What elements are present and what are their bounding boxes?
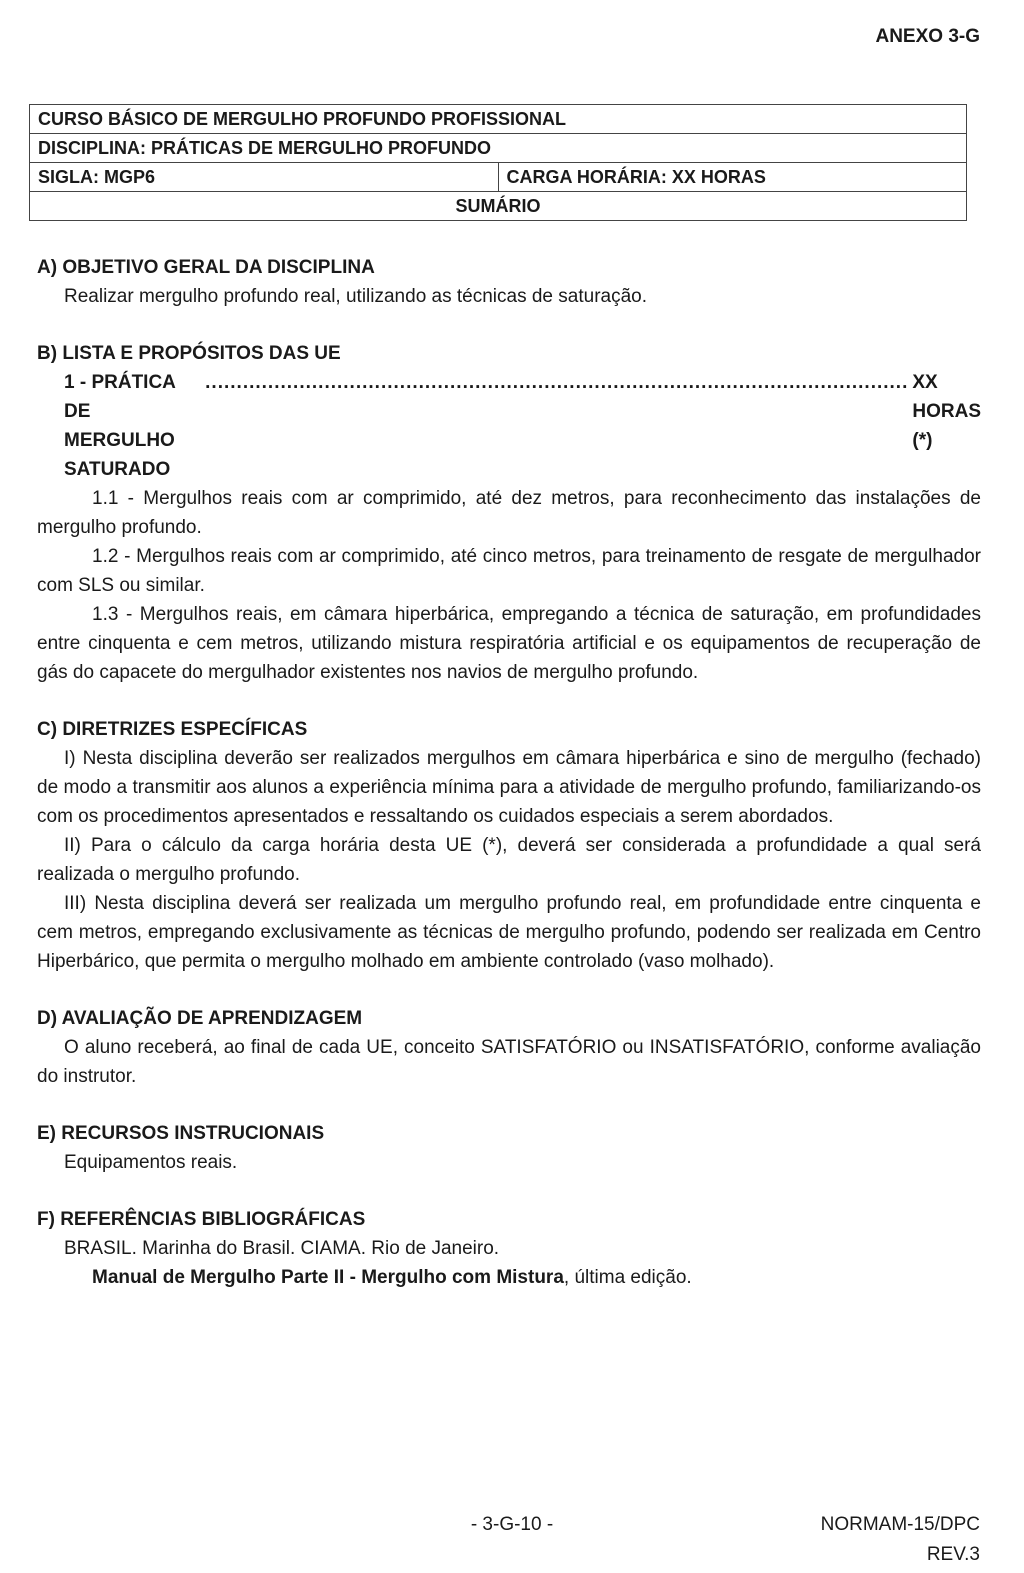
section-e	[37, 1119, 981, 1177]
discipline-name: DISCIPLINA: PRÁTICAS DE MERGULHO PROFUNDO	[30, 134, 967, 163]
ue-line	[37, 368, 981, 484]
course-name: CURSO BÁSICO DE MERGULHO PROFUNDO PROFISSIONAL	[30, 105, 967, 134]
norm-code: NORMAM-15/DPC	[820, 1514, 980, 1535]
page-number: - 3-G-10 -	[470, 1514, 554, 1535]
course-header-table	[29, 104, 967, 221]
section-a-title: A) OBJETIVO GERAL DA DISCIPLINA	[37, 257, 375, 278]
section-b	[37, 339, 981, 687]
section-a	[37, 253, 981, 311]
annex-label: ANEXO 3-G	[875, 26, 980, 47]
section-a-text: Realizar mergulho profundo real, utilizando as técnicas de saturação.	[64, 286, 647, 307]
ue-dots: ................................................................................................................	[205, 372, 909, 393]
revision: REV.3	[926, 1544, 980, 1565]
guideline-1: I) Nesta disciplina deverão ser realizados mergulhos em câmara hiperbárica e sino de mergulho (fechado) de modo a transmitir aos alunos a experiência mínima para a atividade de mergulho profundo, familiarizando-os com os procedimentos apresentados e ressaltando os cuidados especiais a serem abordados.	[37, 748, 981, 827]
ue-title: 1 - PRÁTICA DE MERGULHO SATURADO	[64, 372, 176, 480]
reference-2-title: Manual de Mergulho Parte II - Mergulho com Mistura	[92, 1267, 564, 1288]
section-f	[37, 1205, 981, 1292]
guideline-2: II) Para o cálculo da carga horária desta UE (*), deverá ser considerada a profundidade a qual será realizada o mergulho profundo.	[37, 835, 981, 885]
footer-norm	[821, 1510, 980, 1570]
section-d-text: O aluno receberá, ao final de cada UE, conceito SATISFATÓRIO ou INSATISFATÓRIO, conforme avaliação do instrutor.	[37, 1037, 981, 1087]
ue-item-1-1: 1.1 - Mergulhos reais com ar comprimido, até dez metros, para reconhecimento das instalações de mergulho profundo.	[37, 488, 981, 538]
guideline-3: III) Nesta disciplina deverá ser realizada um mergulho profundo real, em profundidade entre cinquenta e cem metros, empregando exclusivamente as técnicas de mergulho profundo, podendo ser realizada em Centro Hiperbárico, que permita o mergulho molhado em ambiente controlado (vaso molhado).	[37, 893, 981, 972]
reference-2-edition: , última edição.	[563, 1267, 692, 1288]
summary-label: SUMÁRIO	[30, 192, 967, 221]
section-e-title: E) RECURSOS INSTRUCIONAIS	[37, 1123, 325, 1144]
section-f-title: F) REFERÊNCIAS BIBLIOGRÁFICAS	[37, 1209, 366, 1230]
section-d	[37, 1004, 981, 1091]
workload: CARGA HORÁRIA: XX HORAS	[498, 163, 967, 192]
ue-hours: XX HORAS (*)	[912, 372, 981, 451]
reference-1: BRASIL. Marinha do Brasil. CIAMA. Rio de Janeiro.	[64, 1238, 500, 1259]
ue-item-1-2: 1.2 - Mergulhos reais com ar comprimido, até cinco metros, para treinamento de resgate de mergulhador com SLS ou similar.	[37, 546, 981, 596]
section-b-title: B) LISTA E PROPÓSITOS DAS UE	[37, 343, 341, 364]
acronym: SIGLA: MGP6	[30, 163, 499, 192]
reference-2	[37, 1263, 981, 1292]
section-c	[37, 715, 981, 976]
ue-item-1-3: 1.3 - Mergulhos reais, em câmara hiperbárica, empregando a técnica de saturação, em profundidades entre cinquenta e cem metros, utilizando mistura respiratória artificial e os equipamentos de recuperação de gás do capacete do mergulhador existentes nos navios de mergulho profundo.	[37, 604, 981, 683]
section-c-title: C) DIRETRIZES ESPECÍFICAS	[37, 719, 308, 740]
section-d-title: D) AVALIAÇÃO DE APRENDIZAGEM	[37, 1008, 363, 1029]
section-e-text: Equipamentos reais.	[64, 1152, 238, 1173]
document-body	[37, 253, 981, 1320]
